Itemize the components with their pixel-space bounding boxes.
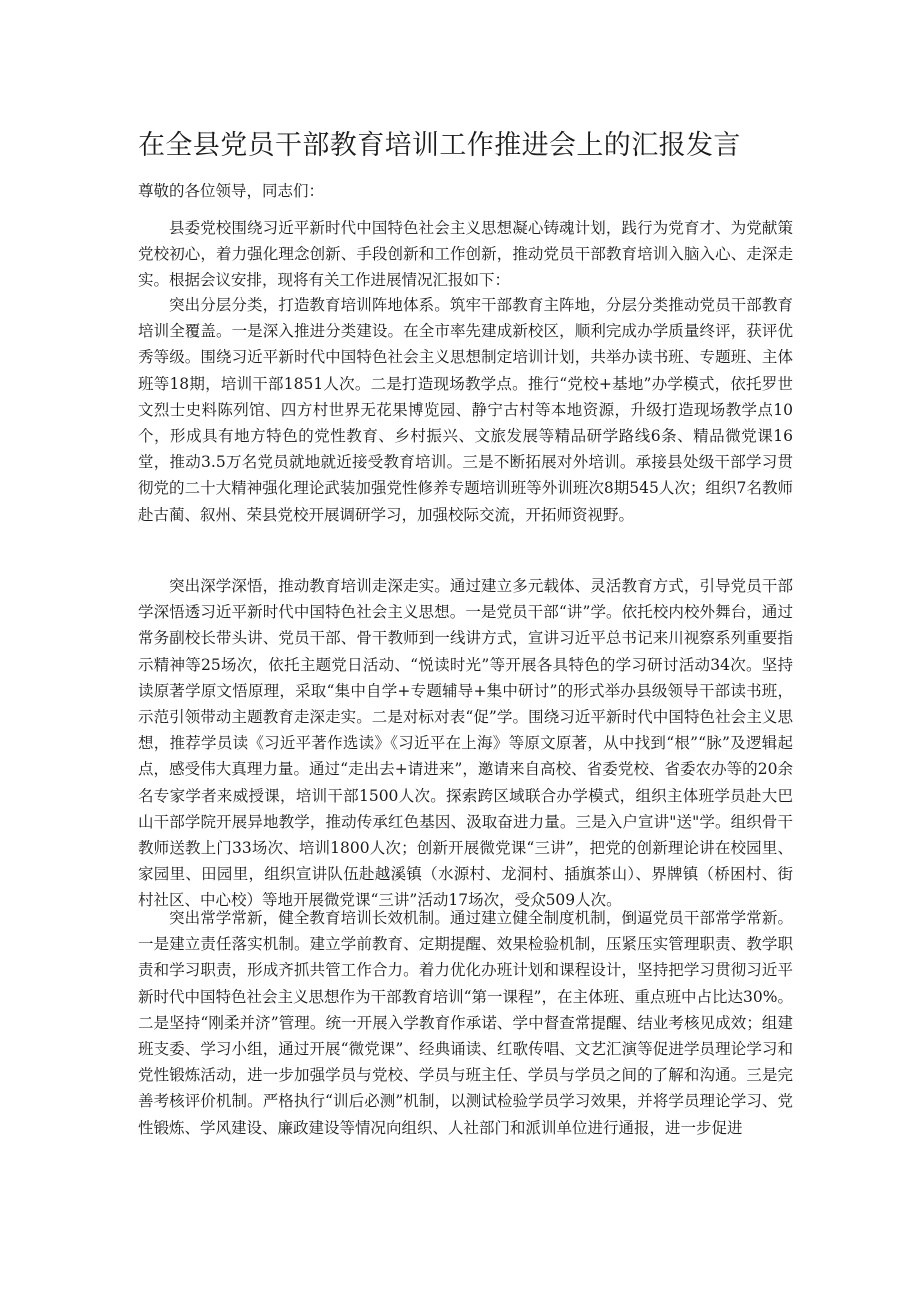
paragraph-intro: 县委党校围绕习近平新时代中国特色社会主义思想凝心铸魂计划，践行为党育才、为党献策党校初心，着力强化理念创新、手段创新和工作创新，推动党员干部教育培训入脑入心、走深走实。根据会议安排，现将有关工作进展情况汇报如下： <box>138 219 793 290</box>
salutation: 尊敬的各位领导，同志们： <box>138 182 325 200</box>
paragraph-section-1: 突出分层分类，打造教育培训阵地体系。筑牢干部教育主阵地，分层分类推动党员干部教育培训全覆盖。一是深入推进分类建设。在全市率先建成新校区，顺利完成办学质量终评，获评优秀等级。围绕习近平新时代中国特色社会主义思想制定培训计划，共举办读书班、专题班、主体班等18期，培训干部1851人次。二是打造现场教学点。推行“党校+基地”办学模式，依托罗世文烈士史料陈列馆、四方村世界无花果博览园、静宁古村等本地资源，升级打造现场教学点10个，形成具有地方特色的党性教育、乡村振兴、文旅发展等精品研学路线6条、精品微党课16堂，推动3.5万名党员就地就近接受教育培训。三是不断拓展对外培训。承接县处级干部学习贯彻党的二十大精神强化理论武装加强党性修养专题培训班等外训班次8期545人次；组织7名教师赴古蔺、叙州、荣县党校开展调研学习，加强校际交流，开拓师资视野。 <box>138 296 793 524</box>
document-title: 在全县党员干部教育培训工作推进会上的汇报发言 <box>138 130 741 161</box>
paragraph-section-2: 突出深学深悟，推动教育培训走深走实。通过建立多元载体、灵活教育方式，引导党员干部学深悟透习近平新时代中国特色社会主义思想。一是党员干部“讲”学。依托校内校外舞台，通过常务副校长带头讲、党员干部、骨干教师到一线讲方式，宣讲习近平总书记来川视察系列重要指示精神等25场次，依托主题党日活动、“悦读时光”等开展各具特色的学习研讨活动34次。坚持读原著学原文悟原理，采取“集中自学+专题辅导+集中研讨”的形式举办县级领导干部读书班，示范引领带动主题教育走深走实。二是对标对表“促”学。围绕习近平新时代中国特色社会主义思想，推荐学员读《习近平著作选读》《习近平在上海》等原文原著，从中找到“根”“脉”及逻辑起点，感受伟大真理力量。通过“走出去+请进来”，邀请来自高校、省委党校、省委农办等的20余名专家学者来威授课，培训干部1500人次。探索跨区域联合办学模式，组织主体班学员赴大巴山干部学院开展异地教学，推动传承红色基因、汲取奋进力量。三是入户宣讲"送"学。组织骨干教师送教上门33场次、培训1800人次；创新开展微党课“三讲”，把党的创新理论讲在校园里、家园里、田园里，组织宣讲队伍赴越溪镇（水源村、龙洞村、插旗茶山）、界牌镇（桥困村、街村社区、中心校）等地开展微党课“三讲”活动17场次，受众509人次。 <box>138 577 793 910</box>
paragraph-section-3: 突出常学常新，健全教育培训长效机制。通过建立健全制度机制，倒逼党员干部常学常新。一是建立责任落实机制。建立学前教育、定期提醒、效果检验机制，压紧压实管理职责、教学职责和学习职责，形成齐抓共管工作合力。着力优化办班计划和课程设计，坚持把学习贯彻习近平新时代中国特色社会主义思想作为干部教育培训“第一课程”，在主体班、重点班中占比达30%。二是坚持“刚柔并济”管理。统一开展入学教育作承诺、学中督查常提醒、结业考核见成效；组建班支委、学习小组，通过开展“微党课”、经典诵读、红歌传唱、文艺汇演等促进学员理论学习和党性锻炼活动，进一步加强学员与党校、学员与班主任、学员与学员之间的了解和沟通。三是完善考核评价机制。严格执行“训后必测”机制，以测试检验学员学习效果，并将学员理论学习、党性锻炼、学风建设、廉政建设等情况向组织、人社部门和派训单位进行通报，进一步促进 <box>138 909 793 1137</box>
